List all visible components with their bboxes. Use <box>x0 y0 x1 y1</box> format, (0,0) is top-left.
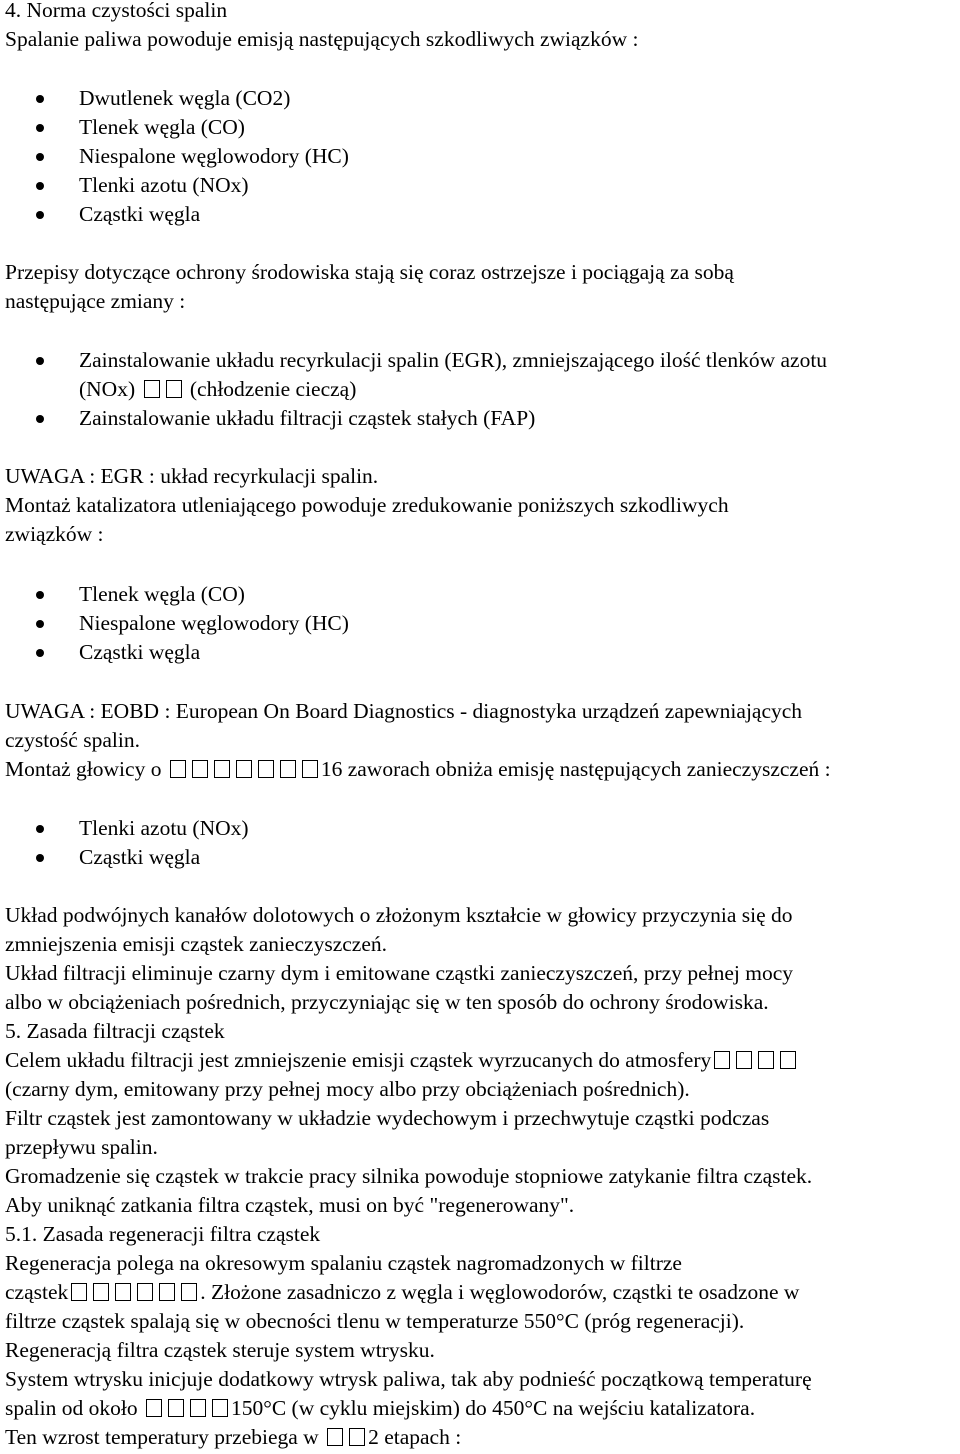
missing-glyph-icon <box>192 760 208 778</box>
missing-glyph-icon <box>327 1428 343 1446</box>
section-5-1-title: 5.1. Zasada regeneracji filtra cząstek <box>5 1222 321 1246</box>
list-item: Cząstki węgla <box>79 845 201 869</box>
list-item: Cząstki węgla <box>79 202 201 226</box>
paragraph-line: System wtrysku inicjuje dodatkowy wtrysk paliwa, tak aby podnieść początkową temperaturę <box>5 1367 812 1391</box>
paragraph-line: Układ podwójnych kanałów dolotowych o złożonym kształcie w głowicy przyczynia się do <box>5 903 793 927</box>
missing-glyph-icon <box>190 1399 206 1417</box>
paragraph-line: (czarny dym, emitowany przy pełnej mocy albo przy obciążeniach pośrednich). <box>5 1077 690 1101</box>
paragraph-line <box>5 1394 755 1423</box>
paragraph-text: Ten wzrost temperatury przebiega w <box>5 1425 319 1449</box>
list-item: Tlenek węgla (CO) <box>79 582 245 606</box>
paragraph-text: Montaż głowicy o <box>5 757 162 781</box>
bullet-icon <box>36 591 44 599</box>
note-line: czystość spalin. <box>5 728 140 752</box>
paragraph-line: Przepisy dotyczące ochrony środowiska stają się coraz ostrzejsze i pociągają za sobą <box>5 260 734 284</box>
missing-glyph-icon <box>115 1283 131 1301</box>
paragraph-line <box>5 1423 461 1452</box>
intro-text: Spalanie paliwa powoduje emisją następujących szkodliwych związków : <box>5 27 639 51</box>
bullet-icon <box>36 182 44 190</box>
paragraph-line: filtrze cząstek spalają się w obecności tlenu w temperaturze 550°C (próg regeneracji). <box>5 1309 745 1333</box>
missing-glyph-icon <box>736 1051 752 1069</box>
paragraph-line: Układ filtracji eliminuje czarny dym i emitowane cząstki zanieczyszczeń, przy pełnej mocy <box>5 961 793 985</box>
missing-glyph-icon <box>181 1283 197 1301</box>
missing-glyph-icon <box>258 760 274 778</box>
missing-glyph-icon <box>214 760 230 778</box>
list-item: Zainstalowanie układu filtracji cząstek stałych (FAP) <box>79 406 536 430</box>
paragraph-line: Aby uniknąć zatkania filtra cząstek, musi on być "regenerowany". <box>5 1193 575 1217</box>
missing-glyph-icon <box>137 1283 153 1301</box>
missing-glyph-icon <box>168 1399 184 1417</box>
missing-glyph-icon <box>166 380 182 398</box>
bullet-icon <box>36 854 44 862</box>
paragraph-text: 2 etapach : <box>368 1425 462 1449</box>
missing-glyph-icon <box>93 1283 109 1301</box>
missing-glyph-icon <box>144 380 160 398</box>
note-line: UWAGA : EGR : układ recyrkulacji spalin. <box>5 464 379 488</box>
note-line: UWAGA : EOBD : European On Board Diagnostics - diagnostyka urządzeń zapewniających <box>5 699 803 723</box>
list-item: Tlenki azotu (NOx) <box>79 816 249 840</box>
bullet-icon <box>36 415 44 423</box>
missing-glyph-icon <box>758 1051 774 1069</box>
paragraph-line <box>5 1278 799 1307</box>
missing-glyph-icon <box>159 1283 175 1301</box>
list-item-text: (NOx) <box>79 377 136 401</box>
paragraph-line: przepływu spalin. <box>5 1135 158 1159</box>
missing-glyph-icon <box>71 1283 87 1301</box>
paragraph-text: . Złożone zasadniczo z węgla i węglowodorów, cząstki te osadzone w <box>200 1280 800 1304</box>
paragraph-line: Regeneracją filtra cząstek steruje system wtrysku. <box>5 1338 435 1362</box>
missing-glyph-icon <box>302 760 318 778</box>
paragraph-text: 150°C (w cyklu miejskim) do 450°C na wejściu katalizatora. <box>230 1396 756 1420</box>
missing-glyph-icon <box>236 760 252 778</box>
list-item: Tlenek węgla (CO) <box>79 115 245 139</box>
list-item: Niespalone węglowodory (HC) <box>79 611 349 635</box>
list-item-text: (chłodzenie cieczą) <box>189 377 357 401</box>
bullet-icon <box>36 649 44 657</box>
bullet-icon <box>36 211 44 219</box>
list-item: Tlenki azotu (NOx) <box>79 173 249 197</box>
paragraph-line: albo w obciążeniach pośrednich, przyczyniając się w ten sposób do ochrony środowiska. <box>5 990 769 1014</box>
list-item-continuation <box>79 375 356 404</box>
paragraph-line: następujące zmiany : <box>5 289 186 313</box>
missing-glyph-icon <box>280 760 296 778</box>
bullet-icon <box>36 620 44 628</box>
section-4-title: 4. Norma czystości spalin <box>5 0 228 22</box>
paragraph-line: Montaż katalizatora utleniającego powoduje zredukowanie poniższych szkodliwych <box>5 493 729 517</box>
list-item: Dwutlenek węgla (CO2) <box>79 86 291 110</box>
paragraph-line: Gromadzenie się cząstek w trakcie pracy silnika powoduje stopniowe zatykanie filtra cząstek. <box>5 1164 813 1188</box>
paragraph-line <box>5 755 831 784</box>
bullet-icon <box>36 95 44 103</box>
list-item: Cząstki węgla <box>79 640 201 664</box>
list-item: Niespalone węglowodory (HC) <box>79 144 349 168</box>
missing-glyph-icon <box>170 760 186 778</box>
paragraph-text: Celem układu filtracji jest zmniejszenie emisji cząstek wyrzucanych do atmosfery <box>5 1048 712 1072</box>
section-5-title: 5. Zasada filtracji cząstek <box>5 1019 225 1043</box>
list-item: Zainstalowanie układu recyrkulacji spalin (EGR), zmniejszającego ilość tlenków azotu <box>79 348 828 372</box>
paragraph-text: spalin od około <box>5 1396 138 1420</box>
paragraph-text: 16 zaworach obniża emisję następujących zanieczyszczeń : <box>320 757 831 781</box>
missing-glyph-icon <box>780 1051 796 1069</box>
paragraph-line: Regeneracja polega na okresowym spalaniu cząstek nagromadzonych w filtrze <box>5 1251 682 1275</box>
missing-glyph-icon <box>714 1051 730 1069</box>
bullet-icon <box>36 124 44 132</box>
bullet-icon <box>36 825 44 833</box>
bullet-icon <box>36 153 44 161</box>
missing-glyph-icon <box>349 1428 365 1446</box>
missing-glyph-icon <box>146 1399 162 1417</box>
paragraph-line <box>5 1046 799 1075</box>
paragraph-text: cząstek <box>5 1280 69 1304</box>
bullet-icon <box>36 357 44 365</box>
paragraph-line: Filtr cząstek jest zamontowany w układzie wydechowym i przechwytuje cząstki podczas <box>5 1106 770 1130</box>
paragraph-line: związków : <box>5 522 104 546</box>
paragraph-line: zmniejszenia emisji cząstek zanieczyszczeń. <box>5 932 388 956</box>
missing-glyph-icon <box>212 1399 228 1417</box>
